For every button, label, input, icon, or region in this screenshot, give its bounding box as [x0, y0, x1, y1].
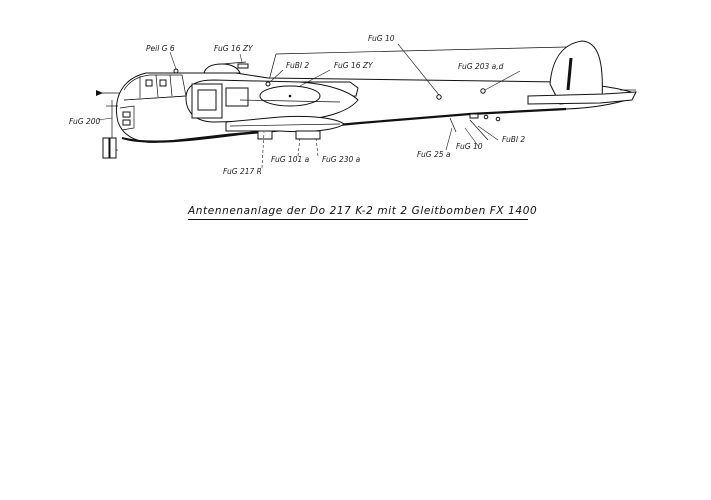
label-fug10-upper: FuG 10 [368, 34, 395, 43]
label-fug10-lower: FuG 10 [456, 142, 483, 151]
label-fug217r: FuG 217 R [223, 167, 262, 176]
label-fug200: FuG 200 [69, 117, 101, 126]
label-fubl2-lower: FuBl 2 [502, 135, 526, 144]
label-fug25a: FuG 25 a [417, 150, 451, 159]
drawing-caption: Antennenanlage der Do 217 K-2 mit 2 Gleitbomben FX 1400 [188, 205, 528, 220]
label-fug16zy-lower: FuG 16 ZY [334, 61, 373, 70]
label-fug203: FuG 203 a,d [458, 62, 504, 71]
label-fug230a: FuG 230 a [322, 155, 361, 164]
label-fubl2-upper: FuBl 2 [286, 61, 310, 70]
label-peil-g6: Peil G 6 [146, 44, 175, 53]
dorsal-turret [204, 62, 248, 73]
label-fug16zy-upper: FuG 16 ZY [214, 44, 253, 53]
label-fug101a: FuG 101 a [271, 155, 310, 164]
